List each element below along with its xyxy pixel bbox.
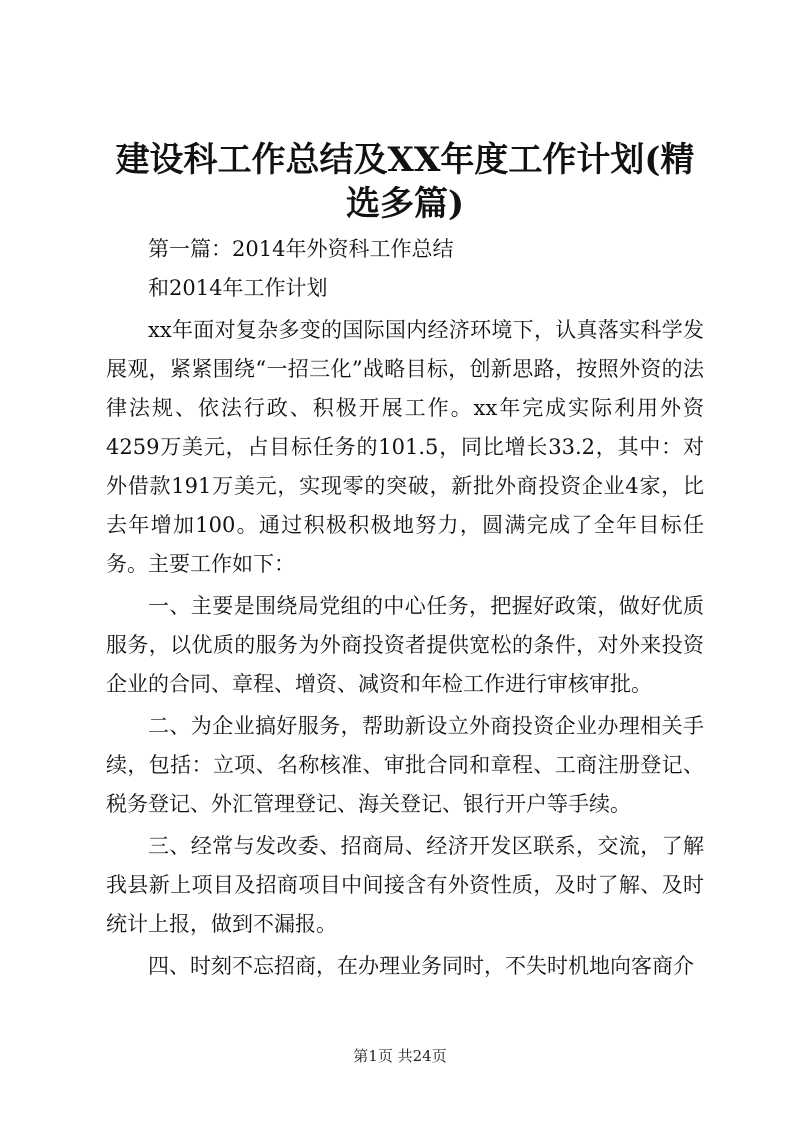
section-heading-line-2: 和2014年工作计划 — [148, 276, 328, 300]
paragraph-item-2: 二、为企业搞好服务，帮助新设立外商投资企业办理相关手续，包括：立项、名称核准、审批合同和章程、工商注册登记、税务登记、外汇管理登记、海关登记、银行开户等手续。 — [106, 714, 704, 816]
section-heading-line-1: 第一篇：2014年外资科工作总结 — [148, 237, 454, 261]
page-footer: 第1页 共24页 — [353, 1047, 447, 1065]
paragraph-summary: xx年面对复杂多变的国际国内经济环境下，认真落实科学发展观，紧紧围绕“一招三化”战略目标，创新思路，按照外资的法律法规、依法行政、积极开展工作。xx年完成实际利用外资4259万美元，占目标任务的101.5，同比增长33.2，其中：对外借款191万美元，实现零的突破，新批外商投资企业4家，比去年增加100。通过积极积极地努力，圆满完成了全年目标任务。主要工作如下： — [106, 318, 704, 576]
paragraph-item-1: 一、主要是围绕局党组的中心任务，把握好政策，做好优质服务，以优质的服务为外商投资者提供宽松的条件，对外来投资企业的合同、章程、增资、减资和年检工作进行审核审批。 — [106, 594, 704, 696]
document-title: 建设科工作总结及XX年度工作计划(精选多篇) — [115, 140, 695, 224]
document-body — [106, 230, 704, 986]
paragraph-item-3: 三、经常与发改委、招商局、经济开发区联系，交流，了解我县新上项目及招商项目中间接含有外资性质，及时了解、及时统计上报，做到不漏报。 — [106, 834, 704, 936]
paragraph-item-4: 四、时刻不忘招商，在办理业务同时，不失时机地向客商介 — [148, 954, 694, 978]
